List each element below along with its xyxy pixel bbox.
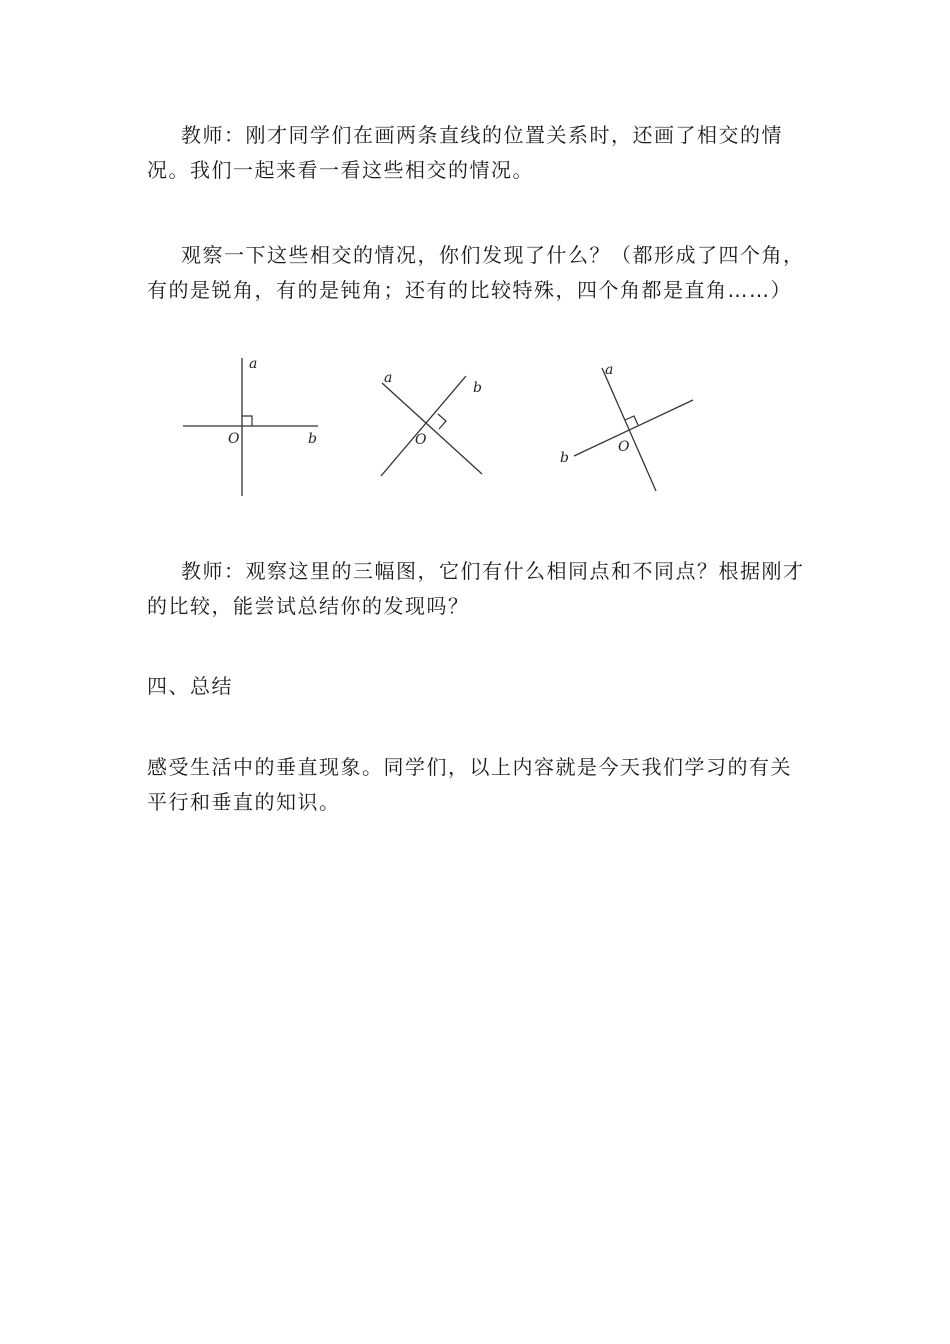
right-angle-mark-2 <box>438 414 446 429</box>
figures-svg <box>170 350 730 510</box>
figure-perpendicular-diagonal <box>381 370 482 476</box>
paragraph-observation: 观察一下这些相交的情况，你们发现了什么？（都形成了四个角，有的是锐角，有的是钝角；还有的比较特殊，四个角都是直角……） <box>147 243 805 302</box>
intersecting-lines-figures <box>170 350 730 510</box>
section-heading-summary: 四、总结 <box>147 674 233 698</box>
label-o-3: O <box>618 439 630 455</box>
figure-perpendicular-vertical <box>183 356 318 496</box>
figure-perpendicular-tilted <box>560 362 693 491</box>
label-a-3: a <box>605 362 614 378</box>
right-angle-mark-1 <box>242 416 252 426</box>
paragraph-teacher-question: 教师：观察这里的三幅图，它们有什么相同点和不同点？根据刚才的比较，能尝试总结你的发现吗？ <box>147 559 805 618</box>
label-a-1: a <box>249 356 258 372</box>
label-b-3: b <box>560 450 569 466</box>
paragraph-teacher-intro: 教师：刚才同学们在画两条直线的位置关系时，还画了相交的情况。我们一起来看一看这些相交的情况。 <box>147 123 783 182</box>
paragraph-summary: 感受生活中的垂直现象。同学们，以上内容就是今天我们学习的有关平行和垂直的知识。 <box>147 755 792 814</box>
line-a-2 <box>382 383 482 474</box>
label-o-1: O <box>228 431 240 447</box>
line-b-3 <box>574 400 693 456</box>
label-b-1: b <box>308 431 317 447</box>
label-o-2: O <box>415 432 427 448</box>
label-a-2: a <box>384 370 393 386</box>
label-b-2: b <box>473 380 482 396</box>
line-b-2 <box>381 376 466 476</box>
